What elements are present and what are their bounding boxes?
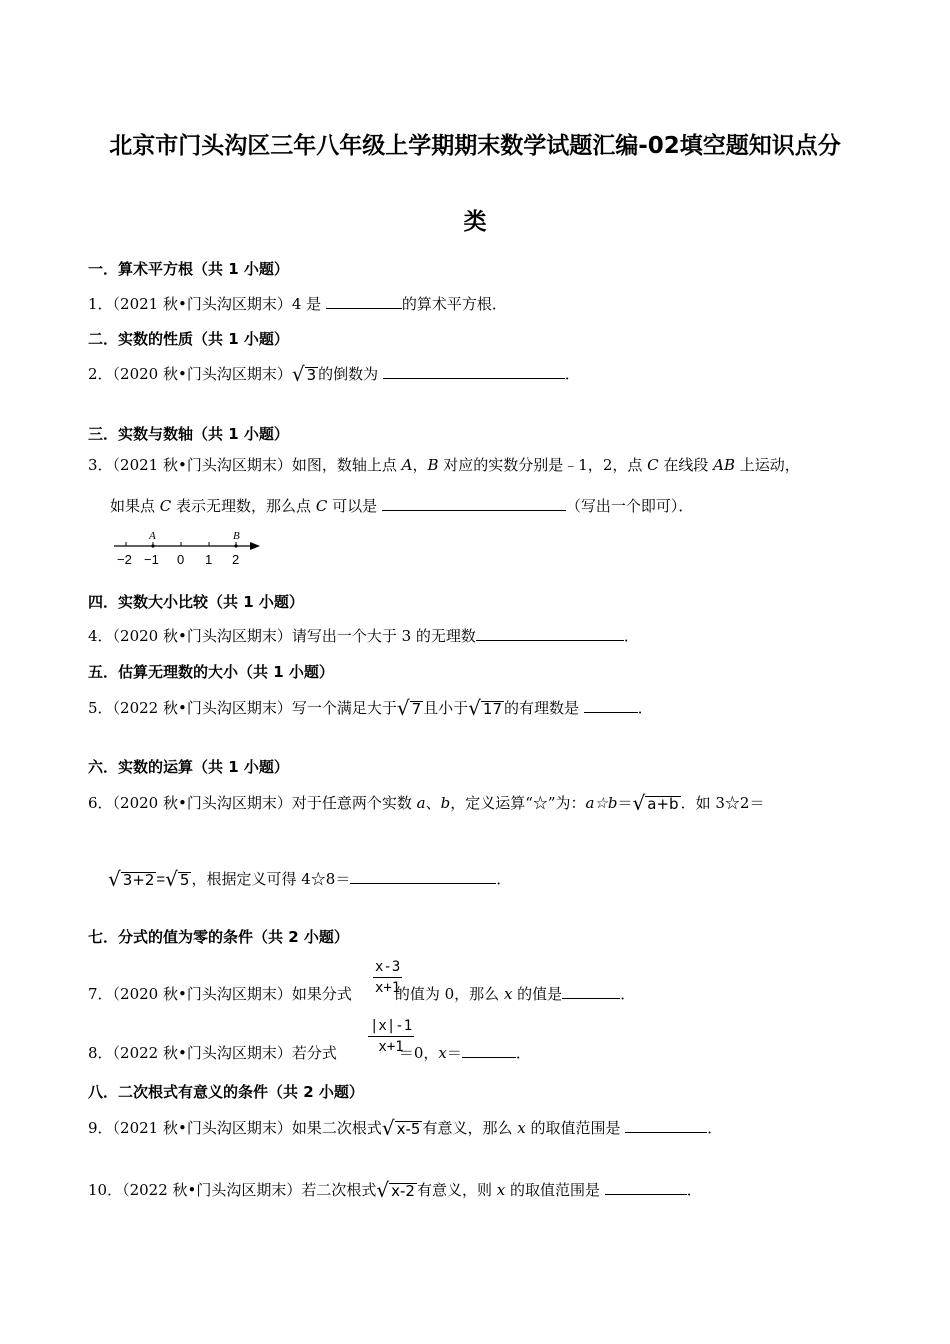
q1-text: 1．（2021 秋•门头沟区期末）4 是 <box>88 295 326 313</box>
q4-blank[interactable] <box>476 626 624 641</box>
section-heading-8: 八．二次根式有意义的条件（共 2 小题） <box>88 1083 364 1101</box>
q8-blank[interactable] <box>462 1043 516 1058</box>
tick-label: 0 <box>177 552 185 567</box>
q6-blank[interactable] <box>350 869 496 884</box>
question-6-line2: √ 3+2 = √ 5 ，根据定义可得 4☆8＝ ． <box>108 867 512 891</box>
section-heading-3: 三．实数与数轴（共 1 小题） <box>88 425 289 443</box>
number-line-arrow <box>250 542 260 550</box>
question-5: 5．（2022 秋•门头沟区期末）写一个满足大于 √ 7 且小于 √ 17 的有理数是 ． <box>88 696 653 720</box>
sqrt-expression: √ 17 <box>468 696 502 720</box>
tick-label: −1 <box>144 552 159 567</box>
question-6-line1: 6．（2020 秋•门头沟区期末）对于任意两个实数 a、b，定义运算“☆”为：a☆b＝ √ a+b ．如 3☆2＝ <box>88 791 765 815</box>
section-heading-2: 二．实数的性质（共 1 小题） <box>88 330 289 348</box>
point-a-label: A <box>149 530 156 542</box>
sqrt-expression: √ a+b <box>632 791 679 815</box>
point-b-label: B <box>233 530 240 542</box>
q3-blank[interactable] <box>382 496 566 511</box>
question-3-line2: 如果点 C 表示无理数，那么点 C 可以是 （写出一个即可）． <box>110 497 694 515</box>
q1-text-end: 的算术平方根． <box>401 295 507 313</box>
point-b-dot <box>234 544 237 547</box>
page-title-line1: 北京市门头沟区三年八年级上学期期末数学试题汇编-02填空题知识点分 <box>109 133 841 159</box>
tick-label: 1 <box>205 552 213 567</box>
sqrt-expression: √ 7 <box>396 696 422 720</box>
q2-text: 2．（2020 秋•门头沟区期末） <box>88 365 292 383</box>
sqrt-expression: √ x-5 <box>381 1116 421 1140</box>
question-2: 2．（2020 秋•门头沟区期末） √ 3 的倒数为 ． <box>88 362 580 386</box>
q7-blank[interactable] <box>562 984 620 999</box>
sqrt-expression: √ x-2 <box>376 1178 415 1202</box>
q1-blank[interactable] <box>326 294 402 309</box>
question-4: 4．（2020 秋•门头沟区期末）请写出一个大于 3 的无理数 ． <box>88 627 639 645</box>
point-a-dot <box>151 544 154 547</box>
question-9: 9．（2021 秋•门头沟区期末）如果二次根式 √ x-5 有意义，那么 x 的取值范围是 ． <box>88 1116 723 1140</box>
q5-blank[interactable] <box>584 698 638 713</box>
section-heading-6: 六．实数的运算（共 1 小题） <box>88 758 289 776</box>
sqrt-expression: √ 3+2 <box>108 867 155 891</box>
fraction-q8: $\frac{|x|-1}{x+1}$ <box>370 1018 413 1055</box>
section-heading-4: 四．实数大小比较（共 1 小题） <box>88 593 304 611</box>
q9-blank[interactable] <box>625 1118 707 1133</box>
tick-label: 2 <box>232 552 240 567</box>
question-1 <box>88 294 507 312</box>
question-8: 8．（2022 秋•门头沟区期末）若分式 ＝0，x＝ ． <box>88 1044 531 1062</box>
section-heading-7: 七．分式的值为零的条件（共 2 小题） <box>88 928 349 946</box>
q2-blank[interactable] <box>383 364 565 379</box>
section-heading-5: 五．估算无理数的大小（共 1 小题） <box>88 663 334 681</box>
q2-text-mid: 的倒数为 <box>318 365 383 383</box>
sqrt-expression: √ 3 <box>291 362 317 386</box>
question-10: 10．（2022 秋•门头沟区期末）若二次根式 √ x-2 有意义，则 x 的取值范围是 ． <box>88 1178 702 1202</box>
page-title-line2: 类 <box>463 209 487 235</box>
q10-blank[interactable] <box>605 1180 687 1195</box>
tick-label: −2 <box>117 552 132 567</box>
sqrt-expression: √ 5 <box>165 867 190 891</box>
question-7: 7．（2020 秋•门头沟区期末）如果分式 的值为 0，那么 x 的值是 ． <box>88 985 636 1003</box>
number-line-figure <box>110 524 270 570</box>
fraction-q7: $\frac{x-3}{x+1}$ <box>375 959 401 996</box>
section-heading-1: 一．算术平方根（共 1 小题） <box>88 260 289 278</box>
question-3-line1: 3．（2021 秋•门头沟区期末）如图，数轴上点 A，B 对应的实数分别是﹣1，2，点 C 在线段 AB 上运动， <box>88 456 800 474</box>
